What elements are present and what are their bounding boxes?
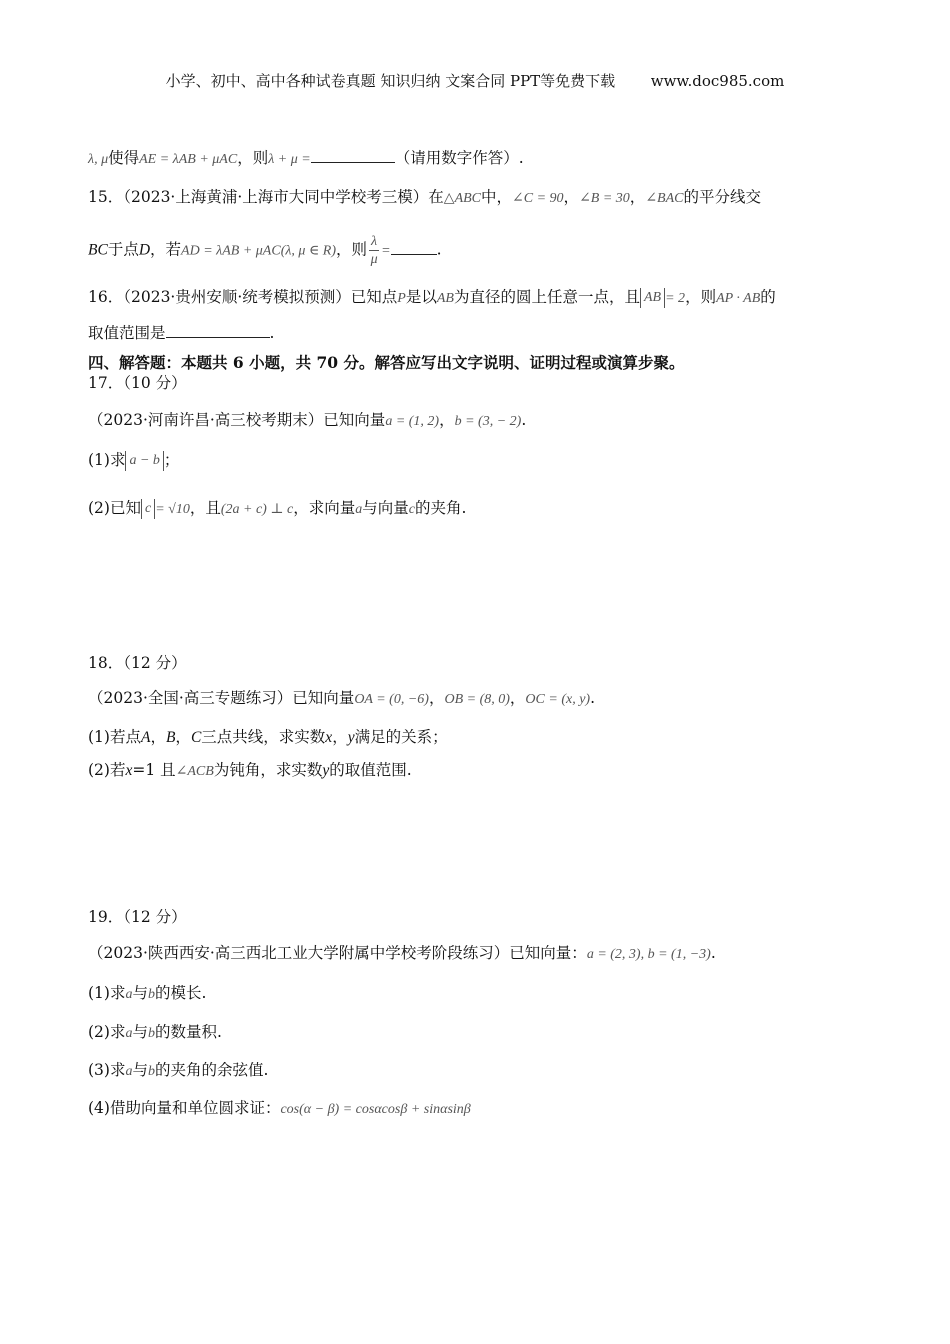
question-18-header: 18．（12 分） xyxy=(88,654,187,672)
question-18-part2: (2)若x=1 且∠ACB为钝角，求实数y的取值范围. xyxy=(88,761,412,779)
answer-blank-14[interactable] xyxy=(311,148,395,163)
math-ad-formula: AD = λAB + μAC(λ, μ ∈ R) xyxy=(181,243,337,259)
question-17-part2: (2)已知 c = √10，且(2a + c) ⊥ c，求向量a与向量c的夹角. xyxy=(88,499,467,517)
math-ae-formula: AE = λAB + μAC xyxy=(139,152,238,167)
math-lambda-plus-mu: λ + μ = xyxy=(268,152,311,167)
question-17: （2023·河南许昌·高三校考期末）已知向量a = (1, 2)，b = (3, − 2). xyxy=(88,411,527,429)
question-19-part3: (3)求a与b的夹角的余弦值. xyxy=(88,1061,269,1079)
question-number: 15． xyxy=(88,188,124,206)
answer-blank-16[interactable] xyxy=(166,323,270,338)
page-header xyxy=(0,70,950,91)
question-19: （2023·陕西西安·高三西北工业大学附属中学校考阶段练习）已知向量：a = (2, 3), b = (1, −3). xyxy=(88,944,716,962)
question-19-header: 19．（12 分） xyxy=(88,908,187,926)
question-15: 15．（2023·上海黄浦·上海市大同中学校考三模）在△ABC中，∠C = 90，∠B = 30，∠BAC的平分线交 xyxy=(88,188,761,206)
section-heading: 四、解答题：本题共 6 小题，共 70 分。解答应写出文字说明、证明过程或演算步聚。 xyxy=(88,353,685,372)
question-19-part4: (4)借助向量和单位圆求证：cos(α − β) = cosαcosβ + sinαsinβ xyxy=(88,1099,471,1117)
question-16-line2: 取值范围是 . xyxy=(88,324,275,342)
question-15-line2: BC于点D，若AD = λAB + μAC(λ, μ ∈ R)，则 $\frac{\lambda}{\mu}$ = . xyxy=(88,234,442,267)
header-url[interactable]: www.doc985.com xyxy=(650,72,785,90)
fraction-lambda-mu: $\frac{\lambda}{\mu}$ xyxy=(370,234,378,267)
question-17-part1: (1)求 a − b ； xyxy=(88,451,180,469)
question-16: 16．（2023·贵州安顺·统考模拟预测）已知点P是以AB为直径的圆上任意一点，且 AB = 2，则AP · AB的 xyxy=(88,288,776,306)
question-17-header: 17．（10 分） xyxy=(88,374,187,392)
answer-blank-15[interactable] xyxy=(391,240,437,255)
question-19-part2: (2)求a与b的数量积. xyxy=(88,1023,222,1041)
question-19-part1: (1)求a与b的模长. xyxy=(88,984,207,1002)
math-lambda-mu: λ, μ xyxy=(88,152,109,167)
q14-continuation: λ, μ使得AE = λAB + μAC，则λ + μ = （请用数字作答）. xyxy=(88,149,524,167)
question-18: （2023·全国·高三专题练习）已知向量OA = (0, −6)，OB = (8, 0)，OC = (x, y). xyxy=(88,689,596,707)
header-text: 小学、初中、高中各种试卷真题 知识归纳 文案合同 PPT等免费下载 xyxy=(165,72,616,90)
math-cos-identity: cos(α − β) = cosαcosβ + sinαsinβ xyxy=(280,1102,471,1117)
question-18-part1: (1)若点A，B，C三点共线，求实数x，y满足的关系； xyxy=(88,728,448,746)
question-number: 16． xyxy=(88,288,124,306)
